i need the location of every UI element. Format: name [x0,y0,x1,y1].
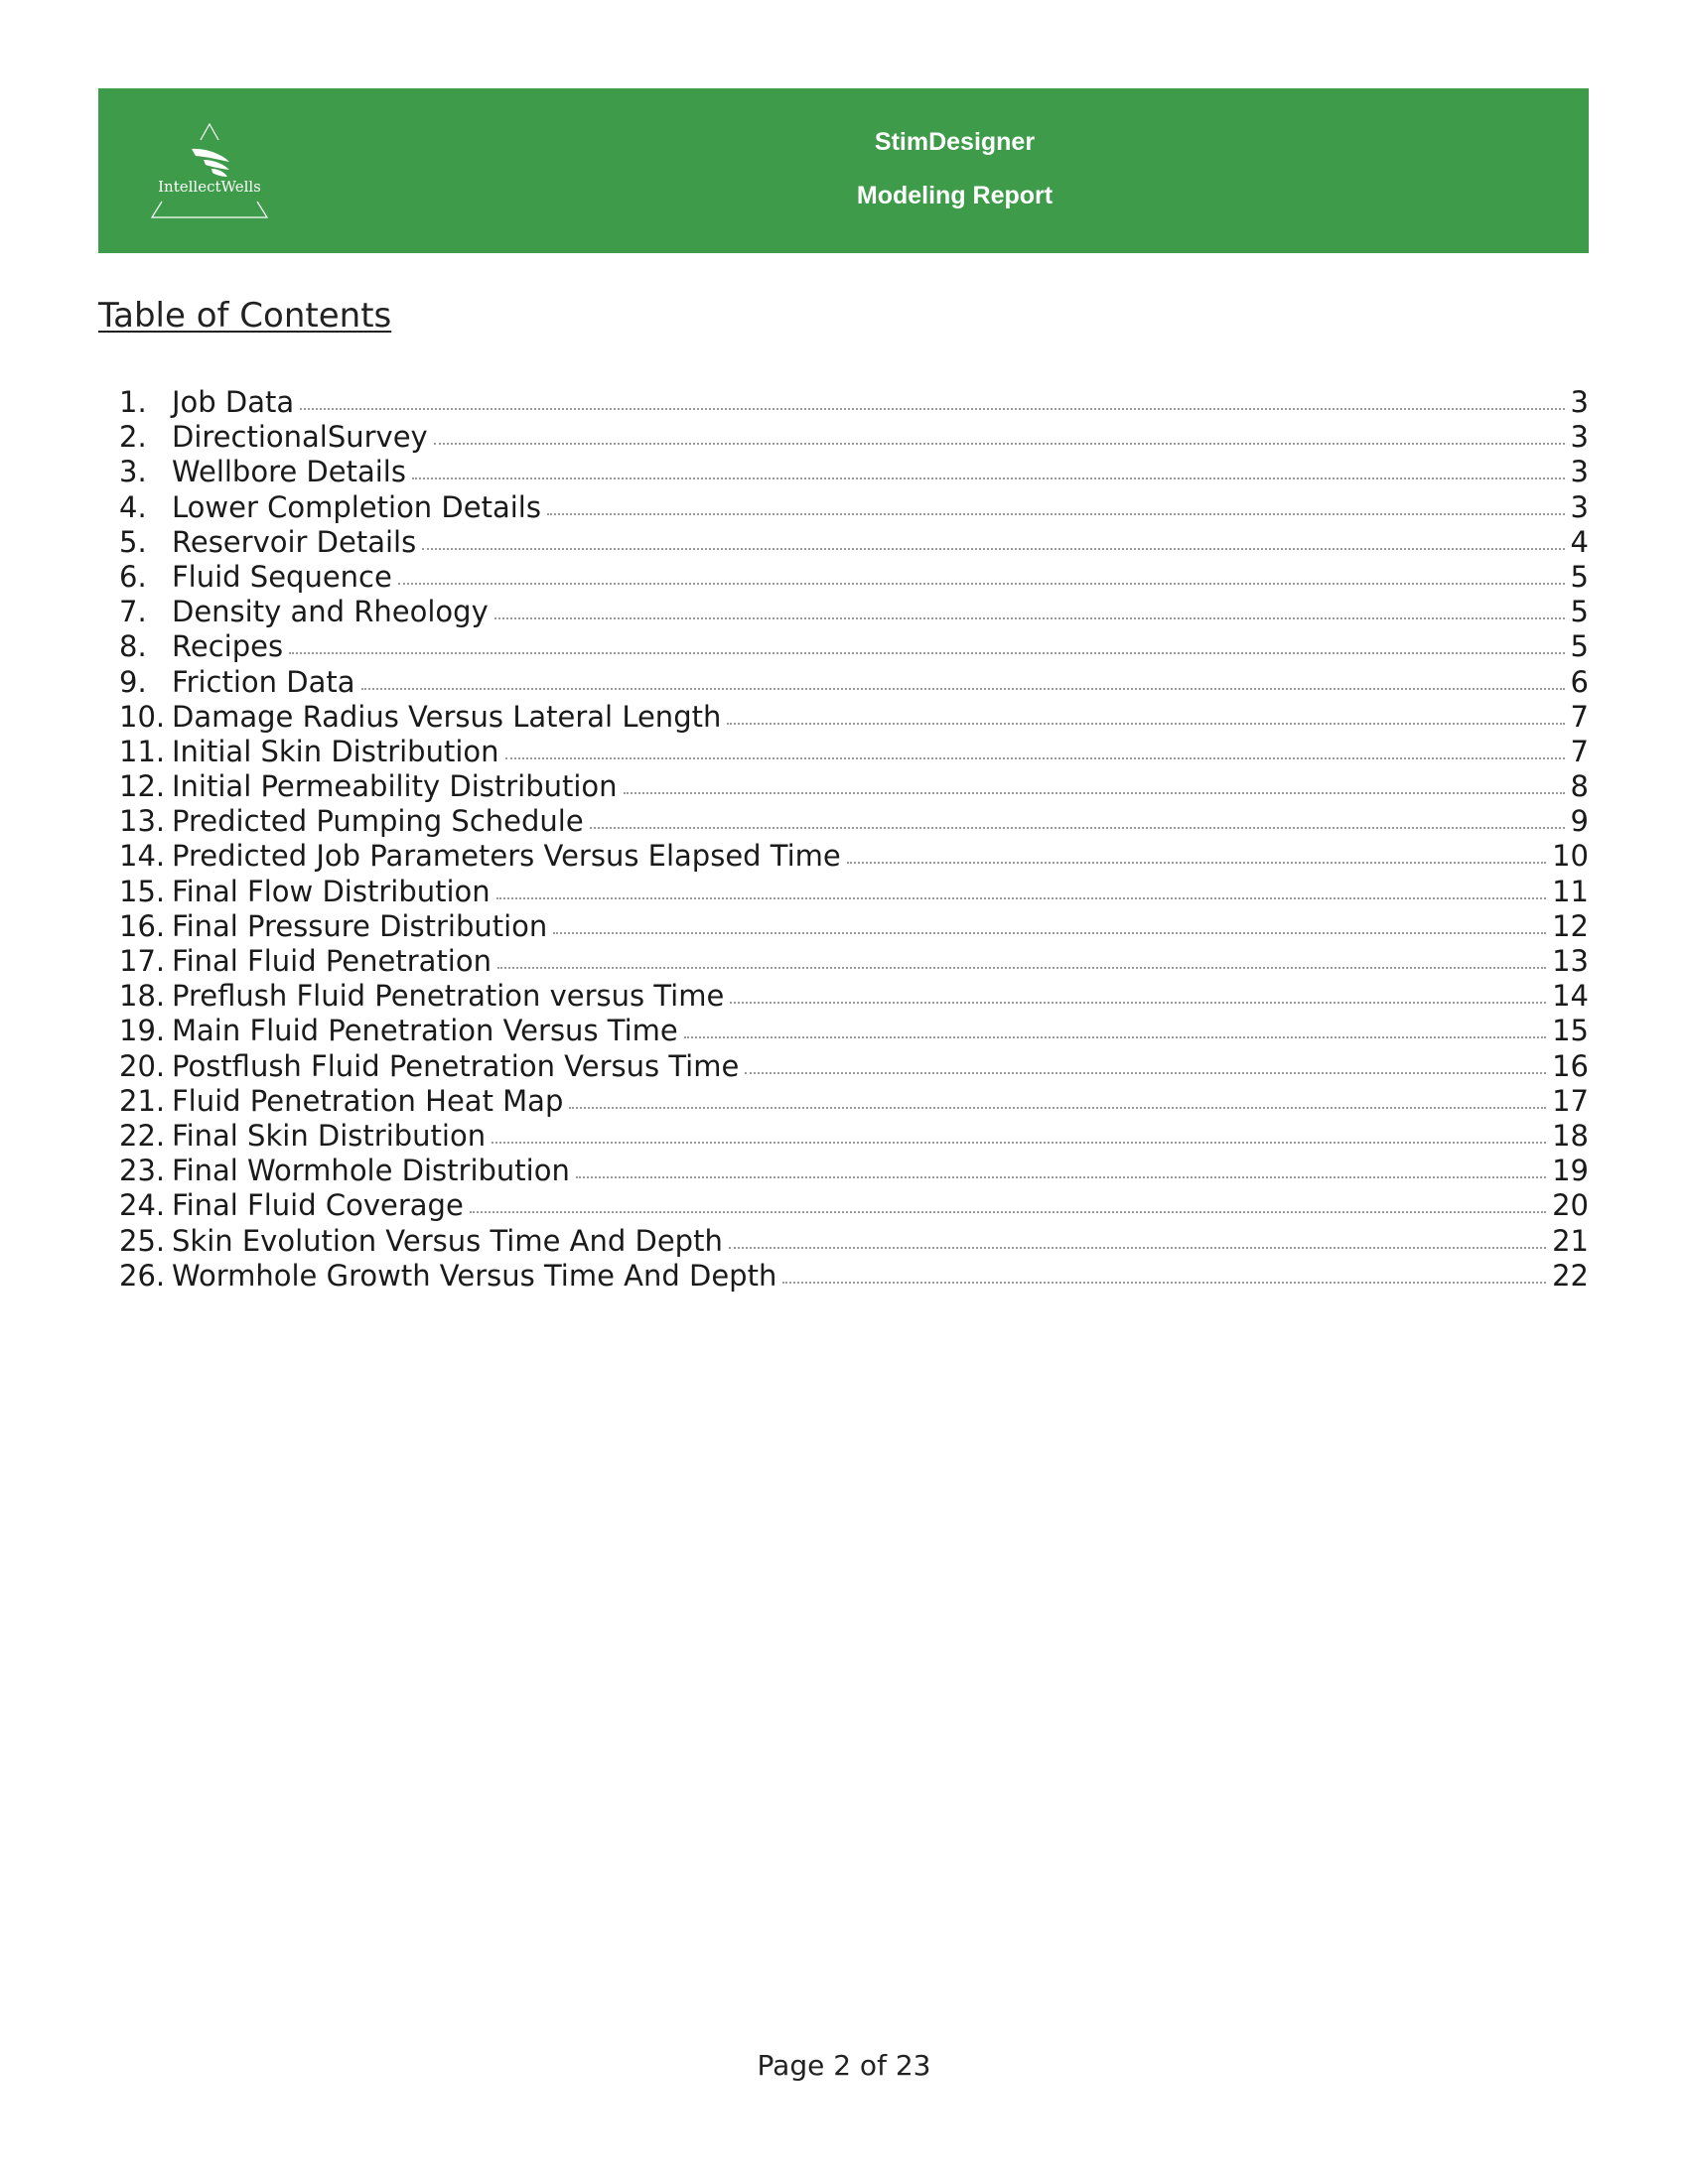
toc-entry-title[interactable]: Recipes [172,629,284,664]
toc-entry-page[interactable]: 13 [1552,944,1589,978]
toc-entry-number: 13. [119,804,166,839]
toc-entry-number: 6. [119,559,147,594]
toc-dot-leader [497,967,1546,969]
toc-entry-title[interactable]: Density and Rheology [172,595,489,629]
toc-dot-leader [361,688,1565,690]
toc-entry[interactable] [119,490,1589,525]
toc-entry-number: 12. [119,769,166,804]
toc-entry-page[interactable]: 6 [1570,664,1589,699]
toc-entry-page[interactable]: 3 [1570,385,1589,419]
toc-entry-number: 5. [119,524,147,559]
toc-entry-page[interactable]: 14 [1552,979,1589,1014]
toc-dot-leader [624,792,1565,794]
toc-entry-page[interactable]: 3 [1570,455,1589,489]
toc-entry-title[interactable]: Initial Permeability Distribution [172,769,618,804]
toc-dot-leader [547,513,1565,515]
toc-entry-title[interactable]: Postflush Fluid Penetration Versus Time [172,1048,740,1083]
toc-list [119,385,1589,1294]
toc-entry[interactable] [119,839,1589,874]
toc-entry-page[interactable]: 17 [1552,1083,1589,1118]
toc-entry[interactable] [119,525,1589,560]
toc-entry-title[interactable]: Final Wormhole Distribution [172,1154,570,1188]
toc-entry-page[interactable]: 3 [1570,489,1589,524]
toc-entry-number: 18. [119,979,166,1014]
toc-dot-leader [422,548,1564,550]
header-titles [321,88,1589,253]
toc-entry[interactable] [119,629,1589,664]
toc-entry[interactable] [119,1049,1589,1084]
toc-entry-number: 3. [119,455,147,489]
toc-entry-page[interactable]: 5 [1570,595,1589,629]
app-name: StimDesigner [874,128,1036,156]
toc-entry-title[interactable]: Final Fluid Coverage [172,1188,464,1223]
toc-entry-number: 15. [119,874,166,908]
toc-entry-number: 25. [119,1223,166,1258]
toc-entry-title[interactable]: Wormhole Growth Versus Time And Depth [172,1258,777,1293]
toc-entry-title[interactable]: Predicted Pumping Schedule [172,804,584,839]
toc-dot-leader [300,408,1564,410]
toc-entry-title[interactable]: Preflush Fluid Penetration versus Time [172,979,725,1014]
report-name: Modeling Report [856,182,1054,209]
toc-entry-number: 9. [119,664,147,699]
toc-entry[interactable] [119,1014,1589,1048]
toc-entry-number: 10. [119,699,166,734]
toc-entry-title[interactable]: Final Pressure Distribution [172,908,548,943]
toc-entry[interactable] [119,1188,1589,1223]
toc-entry-number: 1. [119,385,147,419]
wing-triangle-icon [148,116,271,225]
toc-dot-leader [590,827,1565,829]
toc-dot-leader [289,652,1564,654]
toc-entry-number: 26. [119,1258,166,1293]
toc-entry-page[interactable]: 7 [1570,734,1589,768]
toc-entry-page[interactable]: 20 [1552,1188,1589,1223]
toc-entry[interactable] [119,1154,1589,1188]
toc-entry-page[interactable]: 9 [1570,804,1589,839]
toc-entry-page[interactable]: 12 [1552,908,1589,943]
toc-entry[interactable] [119,455,1589,489]
toc-entry-number: 2. [119,420,147,455]
toc-dot-leader [553,932,1546,934]
toc-entry-title[interactable]: Fluid Penetration Heat Map [172,1083,564,1118]
toc-entry-number: 4. [119,489,147,524]
toc-entry-page[interactable]: 5 [1570,629,1589,664]
toc-dot-leader [782,1282,1546,1284]
toc-entry[interactable] [119,385,1589,420]
toc-entry[interactable] [119,1084,1589,1119]
toc-entry-number: 21. [119,1083,166,1118]
page-number: Page 2 of 23 [757,2049,931,2082]
toc-entry[interactable] [119,1259,1589,1294]
toc-entry-number: 22. [119,1118,166,1153]
toc-entry-title[interactable]: Final Fluid Penetration [172,944,492,978]
toc-entry-title[interactable]: Job Data [172,385,295,419]
toc-entry-page[interactable]: 21 [1552,1223,1589,1258]
toc-dot-leader [729,1247,1546,1249]
toc-entry-page[interactable]: 22 [1552,1258,1589,1293]
toc-entry-title[interactable]: Final Skin Distribution [172,1118,487,1153]
toc-entry-number: 8. [119,629,147,664]
toc-entry[interactable] [119,875,1589,909]
toc-entry-number: 19. [119,1014,166,1048]
toc-entry[interactable] [119,909,1589,944]
toc-entry-title[interactable]: Initial Skin Distribution [172,734,499,768]
toc-dot-leader [727,723,1564,725]
toc-entry-number: 14. [119,839,166,874]
toc-entry[interactable] [119,700,1589,735]
toc-entry-page[interactable]: 10 [1552,839,1589,874]
toc-entry[interactable] [119,944,1589,979]
toc-entry-page[interactable]: 19 [1552,1154,1589,1188]
toc-entry-title[interactable]: Damage Radius Versus Lateral Length [172,699,722,734]
toc-entry-title[interactable]: Fluid Sequence [172,559,392,594]
toc-dot-leader [730,1002,1546,1004]
toc-dot-leader [505,757,1565,759]
toc-entry-number: 7. [119,595,147,629]
toc-entry[interactable] [119,595,1589,629]
toc-dot-leader [745,1072,1546,1074]
toc-entry[interactable] [119,979,1589,1014]
toc-entry-number: 20. [119,1048,166,1083]
toc-entry-title[interactable]: Lower Completion Details [172,489,541,524]
toc-entry-title[interactable]: Wellbore Details [172,455,406,489]
toc-entry-title[interactable]: Final Flow Distribution [172,874,491,908]
toc-entry-page[interactable]: 5 [1570,559,1589,594]
toc-dot-leader [470,1211,1546,1213]
toc-dot-leader [492,1142,1546,1144]
toc-dot-leader [847,862,1546,864]
toc-entry-page[interactable]: 7 [1570,699,1589,734]
toc-dot-leader [496,897,1546,899]
toc-dot-leader [569,1107,1546,1109]
toc-dot-leader [434,443,1565,445]
toc-entry-number: 16. [119,908,166,943]
toc-entry[interactable] [119,560,1589,595]
toc-dot-leader [576,1176,1546,1178]
toc-entry[interactable] [119,735,1589,769]
toc-entry-page[interactable]: 3 [1570,420,1589,455]
toc-entry-page[interactable]: 11 [1552,874,1589,908]
toc-entry-title[interactable]: Skin Evolution Versus Time And Depth [172,1223,723,1258]
toc-entry[interactable] [119,1224,1589,1259]
toc-dot-leader [684,1036,1546,1038]
toc-entry-page[interactable]: 15 [1552,1014,1589,1048]
logo-wordmark: IntellectWells [158,178,261,196]
toc-entry-page[interactable]: 8 [1570,769,1589,804]
toc-entry-title[interactable]: DirectionalSurvey [172,420,428,455]
toc-entry-number: 11. [119,734,166,768]
toc-dot-leader [494,617,1565,619]
toc-entry[interactable] [119,420,1589,455]
company-logo [98,88,321,253]
toc-entry-title[interactable]: Main Fluid Penetration Versus Time [172,1014,678,1048]
toc-entry-title[interactable]: Predicted Job Parameters Versus Elapsed Time [172,839,841,874]
toc-entry-number: 17. [119,944,166,978]
toc-entry[interactable] [119,804,1589,839]
toc-heading: Table of Contents [98,296,392,336]
toc-entry-page[interactable]: 4 [1570,524,1589,559]
toc-entry-number: 23. [119,1154,166,1188]
toc-entry[interactable] [119,769,1589,804]
toc-entry-title[interactable]: Reservoir Details [172,524,417,559]
report-header [98,88,1589,253]
toc-entry[interactable] [119,1119,1589,1154]
toc-entry[interactable] [119,665,1589,700]
toc-entry-number: 24. [119,1188,166,1223]
toc-entry-page[interactable]: 16 [1552,1048,1589,1083]
toc-dot-leader [412,478,1565,479]
toc-entry-title[interactable]: Friction Data [172,664,355,699]
toc-dot-leader [398,583,1565,585]
toc-entry-page[interactable]: 18 [1552,1118,1589,1153]
